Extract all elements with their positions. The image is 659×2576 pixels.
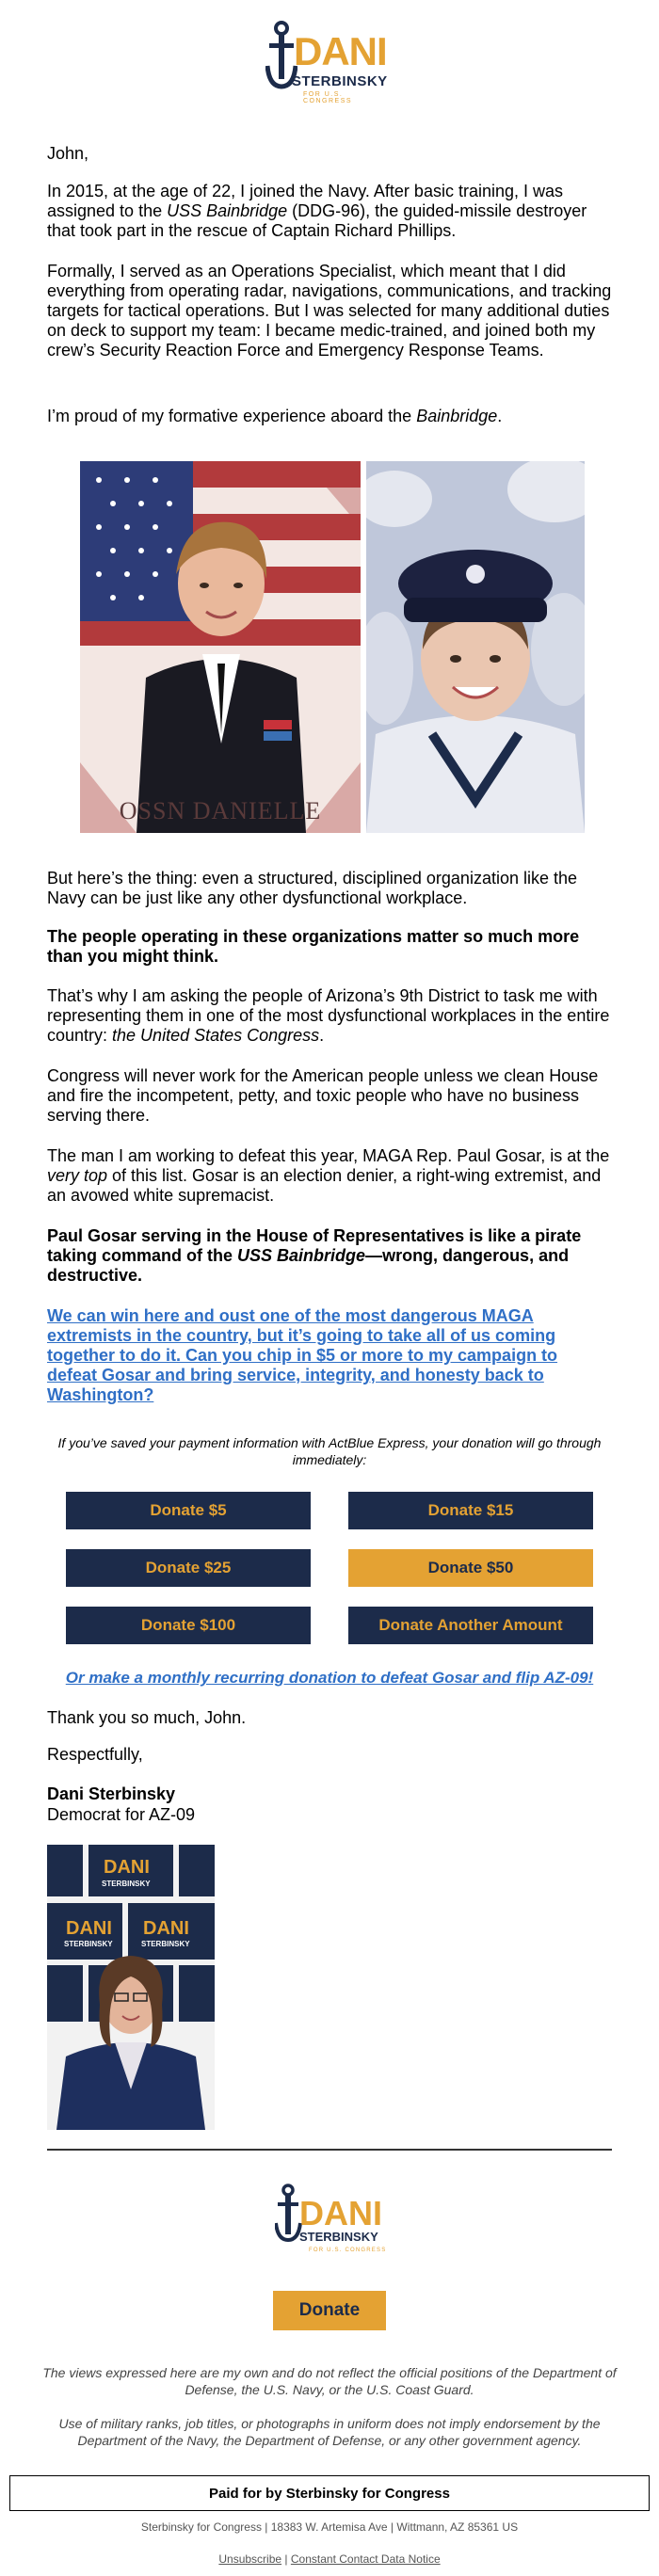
banner-logo-text: DANI — [143, 1918, 189, 1939]
text: That’s why I am asking the people of Arizona’s 9th District to task me with representing them in one of the most dysfunctional workplaces in the entire country: — [47, 986, 610, 1045]
ship-name: USS Bainbridge — [167, 201, 288, 220]
anchor-icon — [276, 2185, 300, 2240]
signature-title: Democrat for AZ-09 — [47, 1805, 196, 1824]
logo-tagline: FOR U.S. CONGRESS — [303, 91, 353, 104]
greeting: John, — [47, 144, 89, 163]
candidate-illustration — [47, 1845, 215, 2130]
text: In 2015, at the age of 22, I joined the Navy. After basic training, I was assigned to the — [47, 182, 563, 220]
campaign-logo — [265, 21, 388, 102]
paragraph-7: Congress will never work for the American people unless we clean House and fire the incompetent, petty, and toxic people who have no business serving there. — [47, 1066, 599, 1125]
banner-logo-text: DANI — [104, 1857, 150, 1878]
logo-surname: STERBINSKY — [292, 73, 388, 89]
paragraph-5: The people operating in these organizations matter so much more than you might think. — [47, 927, 580, 966]
paragraph-6 — [47, 986, 612, 1046]
logo-name: DANI — [294, 29, 387, 73]
thanks: Thank you so much, John. — [47, 1708, 247, 1727]
text: (DDG-96), the guided-missile destroyer that took part in the rescue of Captain Richard Phillips. — [47, 201, 587, 240]
text: . — [497, 407, 503, 425]
footer-logo-graphic — [275, 2182, 388, 2257]
unsubscribe-link[interactable]: Unsubscribe — [218, 2552, 282, 2566]
disclaimer-uniform: Use of military ranks, job titles, or photographs in uniform does not imply endorsement by the Department of the Navy, the Department of Defense, or any other government agency. — [58, 2416, 601, 2448]
cc-data-notice-link[interactable]: Constant Contact Data Notice — [290, 2552, 441, 2566]
banner-logo-text: DANI — [66, 1918, 112, 1939]
banner-logo-text: STERBINSKY — [141, 1940, 190, 1948]
donate-100-button[interactable]: Donate $100 — [66, 1607, 311, 1644]
paragraph-4: But here’s the thing: even a structured, disciplined organization like the Navy can be just like any other dysfunctional workplace. — [47, 869, 578, 907]
selfie-illustration — [366, 461, 585, 833]
footer-donate-button[interactable]: Donate — [273, 2291, 386, 2330]
text: I’m proud of my formative experience aboard the — [47, 407, 417, 425]
footer-logo-tagline: FOR U.S. CONGRESS — [309, 2248, 387, 2253]
paragraph-9 — [47, 1226, 612, 1286]
portrait-illustration — [80, 461, 361, 833]
paragraph-8 — [47, 1146, 612, 1206]
official-navy-portrait — [80, 461, 361, 833]
paragraph-2: Formally, I served as an Operations Specialist, which meant that I did everything from operating radar, navigations, communications, and tracking targets for tactical operations. But I was selected for many additional duties on deck to support my team: I became medic-trained, and joined both my crew’s Security Reaction Force and Emergency Response Teams. — [47, 262, 612, 360]
signature-name: Dani Sterbinsky — [47, 1784, 176, 1803]
text: . — [319, 1026, 325, 1045]
donate-25-button[interactable]: Donate $25 — [66, 1549, 311, 1587]
text: Paul Gosar serving in the House of Representatives is like a pirate taking command of the — [47, 1226, 582, 1265]
donate-5-button[interactable]: Donate $5 — [66, 1492, 311, 1529]
ship-name: USS Bainbridge — [237, 1246, 366, 1265]
paragraph-1 — [47, 182, 612, 241]
text: of this list. Gosar is an election denier, a right-wing extremist, and an avowed white supremacist. — [47, 1166, 602, 1205]
candidate-photo — [47, 1845, 215, 2130]
donate-15-button[interactable]: Donate $15 — [348, 1492, 593, 1529]
footer-logo-surname: STERBINSKY — [299, 2230, 378, 2244]
monthly-donation-link[interactable]: Or make a monthly recurring donation to defeat Gosar and flip AZ-09! — [65, 1669, 594, 1687]
emphasis: very top — [47, 1166, 108, 1185]
photo-caption: OSSN DANIELLE — [119, 797, 322, 824]
respectfully: Respectfully, — [47, 1745, 143, 1764]
emphasis: the United States Congress — [112, 1026, 320, 1045]
link-separator: | — [284, 2552, 288, 2566]
donate-50-button[interactable]: Donate $50 — [348, 1549, 593, 1587]
footer-links — [0, 2552, 659, 2566]
footer-logo-name: DANI — [299, 2194, 382, 2232]
donate-other-button[interactable]: Donate Another Amount — [348, 1607, 593, 1644]
paragraph-3 — [47, 407, 612, 426]
text: The man I am working to defeat this year, MAGA Rep. Paul Gosar, is at the — [47, 1146, 610, 1165]
ship-name: Bainbridge — [416, 407, 498, 425]
footer-divider — [47, 2149, 612, 2151]
footer-address: Sterbinsky for Congress | 18383 W. Artemisa Ave | Wittmann, AZ 85361 US — [140, 2520, 519, 2534]
donate-appeal-link[interactable]: We can win here and oust one of the most dangerous MAGA extremists in the country, but it’s going to take all of us coming together to do it. Can you chip in $5 or more to my campaign to defeat Gosar and bring service, integrity, and honesty back to Washington? — [47, 1306, 558, 1404]
banner-logo-text: STERBINSKY — [64, 1940, 113, 1948]
actblue-note: If you’ve saved your payment information with ActBlue Express, your donation will go through immediately: — [57, 1435, 602, 1467]
footer-logo — [275, 2182, 388, 2257]
text: —wrong, dangerous, and destructive. — [47, 1246, 570, 1285]
paid-for-box: Paid for by Sterbinsky for Congress — [9, 2475, 650, 2511]
navy-photos — [75, 456, 587, 839]
banner-logo-text: STERBINSKY — [102, 1880, 151, 1888]
sailor-selfie — [366, 461, 585, 833]
disclaimer-views: The views expressed here are my own and do not reflect the official positions of the Department of Defense, the U.S. Navy, or the U.S. Coast Guard. — [42, 2365, 617, 2397]
